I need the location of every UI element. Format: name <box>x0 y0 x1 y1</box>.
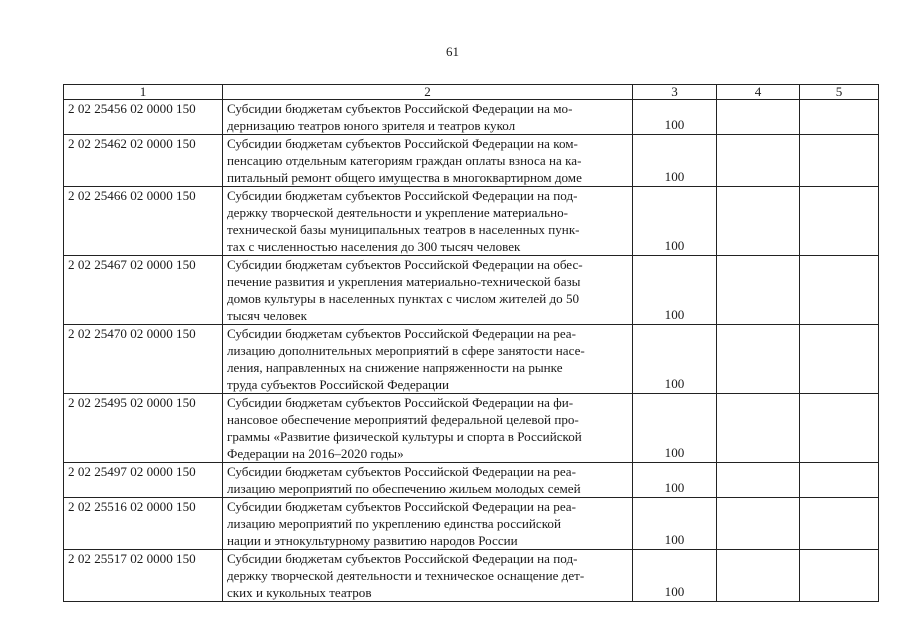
table-row <box>64 256 879 325</box>
description-line: Субсидии бюджетам субъектов Российской Федерации на реа- <box>227 464 576 479</box>
description-line: лизацию мероприятий по укреплению единства российской <box>227 516 561 531</box>
value-cell-c5 <box>800 550 879 602</box>
value-cell-c3: 100 <box>633 394 717 463</box>
budget-table <box>63 84 879 602</box>
description-line: нации и этнокультурному развитию народов России <box>227 533 518 548</box>
description-line: нансовое обеспечение мероприятий федеральной целевой про- <box>227 412 579 427</box>
description-line: лизацию дополнительных мероприятий в сфере занятости насе- <box>227 343 585 358</box>
value-cell-c3: 100 <box>633 463 717 498</box>
income-description <box>223 463 633 498</box>
value-cell-c3: 100 <box>633 325 717 394</box>
value-cell-c3: 100 <box>633 550 717 602</box>
value-cell-c4 <box>717 135 800 187</box>
value-cell-c4 <box>717 100 800 135</box>
table-row <box>64 187 879 256</box>
description-line: Субсидии бюджетам субъектов Российской Федерации на реа- <box>227 499 576 514</box>
description-line: тах с численностью населения до 300 тысяч человек <box>227 239 521 254</box>
table-row <box>64 463 879 498</box>
description-line: граммы «Развитие физической культуры и спорта в Российской <box>227 429 582 444</box>
income-code: 2 02 25497 02 0000 150 <box>64 463 223 498</box>
income-description <box>223 187 633 256</box>
column-header: 2 <box>223 85 633 100</box>
column-header: 1 <box>64 85 223 100</box>
description-line: труда субъектов Российской Федерации <box>227 377 450 392</box>
description-line: Субсидии бюджетам субъектов Российской Федерации на под- <box>227 551 578 566</box>
description-line: тысяч человек <box>227 308 307 323</box>
value-cell-c5 <box>800 394 879 463</box>
description-line: держку творческой деятельности и техническое оснащение дет- <box>227 568 585 583</box>
column-header: 3 <box>633 85 717 100</box>
value-cell-c4 <box>717 550 800 602</box>
income-description <box>223 550 633 602</box>
value-cell-c3: 100 <box>633 187 717 256</box>
value-cell-c4 <box>717 325 800 394</box>
table-row <box>64 498 879 550</box>
value-cell-c5 <box>800 135 879 187</box>
income-code: 2 02 25466 02 0000 150 <box>64 187 223 256</box>
income-code: 2 02 25467 02 0000 150 <box>64 256 223 325</box>
value-cell-c4 <box>717 256 800 325</box>
income-description <box>223 498 633 550</box>
table-row <box>64 100 879 135</box>
income-code: 2 02 25462 02 0000 150 <box>64 135 223 187</box>
value-cell-c5 <box>800 256 879 325</box>
column-header: 5 <box>800 85 879 100</box>
description-line: печение развития и укрепления материально-технической базы <box>227 274 581 289</box>
description-line: Субсидии бюджетам субъектов Российской Федерации на фи- <box>227 395 574 410</box>
value-cell-c3: 100 <box>633 256 717 325</box>
table-row <box>64 550 879 602</box>
value-cell-c5 <box>800 187 879 256</box>
value-cell-c3: 100 <box>633 100 717 135</box>
value-cell-c3: 100 <box>633 135 717 187</box>
value-cell-c3: 100 <box>633 498 717 550</box>
value-cell-c5 <box>800 463 879 498</box>
income-description <box>223 100 633 135</box>
income-description <box>223 135 633 187</box>
description-line: дернизацию театров юного зрителя и театров кукол <box>227 118 516 133</box>
table-row <box>64 135 879 187</box>
income-description <box>223 394 633 463</box>
description-line: домов культуры в населенных пунктах с числом жителей до 50 <box>227 291 580 306</box>
income-code: 2 02 25495 02 0000 150 <box>64 394 223 463</box>
description-line: питальный ремонт общего имущества в многоквартирном доме <box>227 170 582 185</box>
value-cell-c5 <box>800 498 879 550</box>
income-code: 2 02 25517 02 0000 150 <box>64 550 223 602</box>
value-cell-c4 <box>717 498 800 550</box>
income-code: 2 02 25516 02 0000 150 <box>64 498 223 550</box>
description-line: Субсидии бюджетам субъектов Российской Федерации на под- <box>227 188 578 203</box>
value-cell-c4 <box>717 394 800 463</box>
table-body <box>64 100 879 602</box>
description-line: Субсидии бюджетам субъектов Российской Федерации на реа- <box>227 326 576 341</box>
description-line: технической базы муниципальных театров в населенных пунк- <box>227 222 580 237</box>
description-line: ских и кукольных театров <box>227 585 372 600</box>
description-line: пенсацию отдельным категориям граждан оплаты взноса на ка- <box>227 153 582 168</box>
income-code: 2 02 25470 02 0000 150 <box>64 325 223 394</box>
description-line: Субсидии бюджетам субъектов Российской Федерации на обес- <box>227 257 583 272</box>
value-cell-c4 <box>717 187 800 256</box>
table-row <box>64 394 879 463</box>
income-code: 2 02 25456 02 0000 150 <box>64 100 223 135</box>
column-header: 4 <box>717 85 800 100</box>
description-line: Субсидии бюджетам субъектов Российской Федерации на ком- <box>227 136 578 151</box>
description-line: Федерации на 2016–2020 годы» <box>227 446 404 461</box>
header-row <box>64 85 879 100</box>
value-cell-c5 <box>800 325 879 394</box>
value-cell-c5 <box>800 100 879 135</box>
description-line: держку творческой деятельности и укрепление материально- <box>227 205 569 220</box>
income-description <box>223 325 633 394</box>
description-line: Субсидии бюджетам субъектов Российской Федерации на мо- <box>227 101 573 116</box>
page-number: 61 <box>446 44 459 59</box>
description-line: лизацию мероприятий по обеспечению жильем молодых семей <box>227 481 581 496</box>
value-cell-c4 <box>717 463 800 498</box>
description-line: ления, направленных на снижение напряженности на рынке <box>227 360 563 375</box>
income-description <box>223 256 633 325</box>
table-row <box>64 325 879 394</box>
